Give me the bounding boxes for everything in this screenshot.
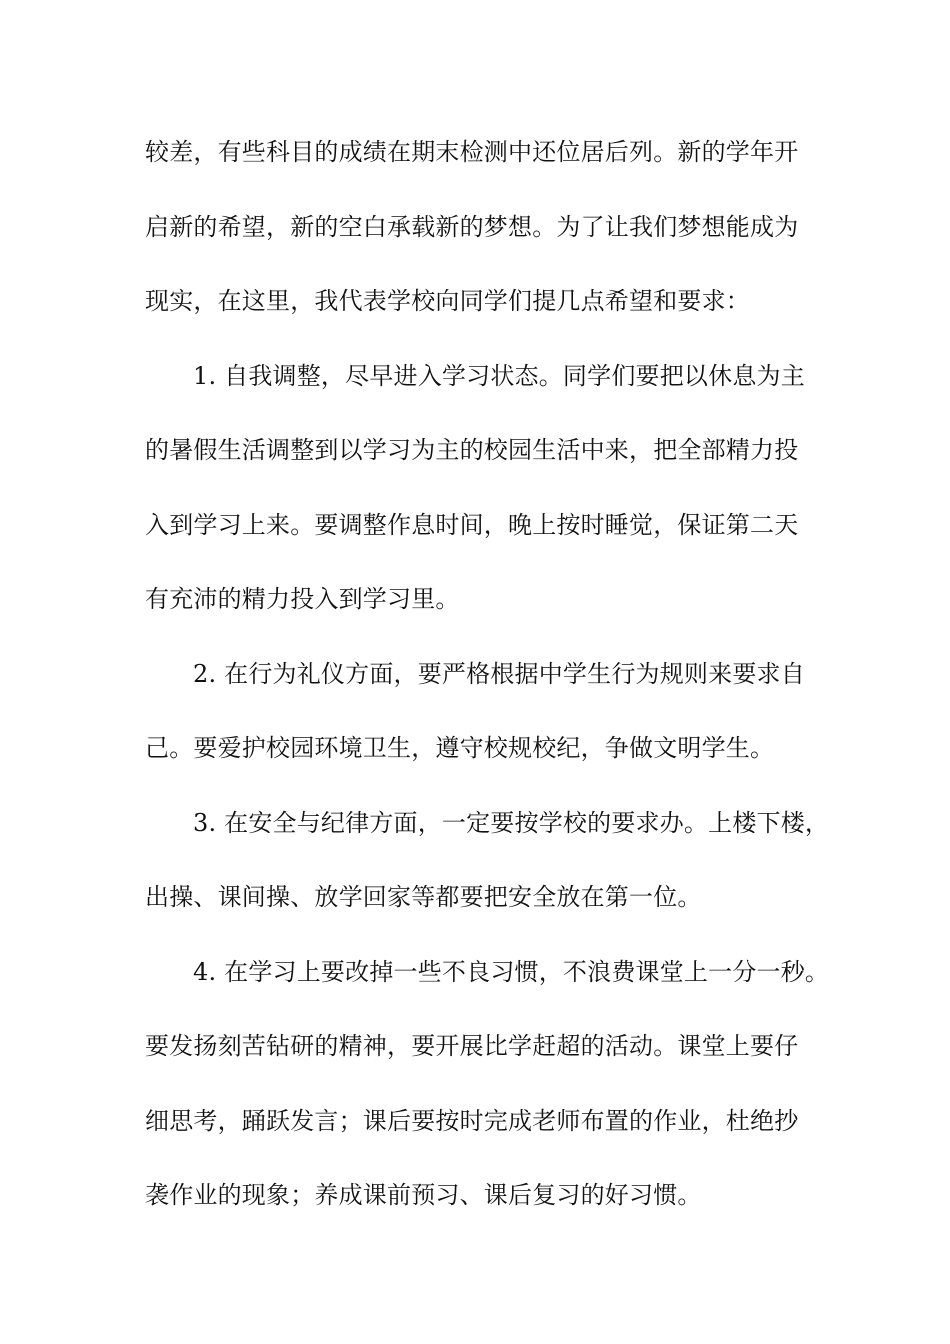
text-line: 的暑假生活调整到以学习为主的校园生活中来，把全部精力投 (145, 436, 799, 464)
text-line: 入到学习上来。要调整作息时间，晚上按时睡觉，保证第二天 (145, 510, 799, 539)
text-line: 有充沛的精力投入到学习里。 (145, 585, 460, 613)
text-line: 现实，在这里，我代表学校向同学们提几点希望和要求： (145, 287, 750, 315)
text-line: 要发扬刻苦钻研的精神，要开展比学赶超的活动。课堂上要仔 (145, 1032, 799, 1060)
paragraph-2-start: 2. 在行为礼仪方面，要严格根据中学生行为规则来要求自 (193, 659, 805, 688)
paragraph-1-start: 1. 自我调整，尽早进入学习状态。同学们要把以休息为主 (193, 361, 805, 390)
body-text (145, 128, 830, 1246)
text-line: 较差，有些科目的成绩在期末检测中还位居后列。新的学年开 (145, 138, 799, 166)
paragraph-4-start: 4. 在学习上要改掉一些不良习惯，不浪费课堂上一分一秒。 (193, 957, 830, 986)
text-line: 启新的希望，新的空白承载新的梦想。为了让我们梦想能成为 (145, 212, 799, 241)
paragraph-3-start: 3. 在安全与纪律方面，一定要按学校的要求办。上楼下楼， (193, 808, 830, 837)
text-line: 出操、课间操、放学回家等都要把安全放在第一位。 (145, 883, 702, 911)
text-line: 己。要爱护校园环境卫生，遵守校规校纪，争做文明学生。 (145, 734, 775, 762)
text-line: 袭作业的现象；养成课前预习、课后复习的好习惯。 (145, 1181, 702, 1209)
text-line: 细思考，踊跃发言；课后要按时完成老师布置的作业，杜绝抄 (145, 1106, 799, 1135)
